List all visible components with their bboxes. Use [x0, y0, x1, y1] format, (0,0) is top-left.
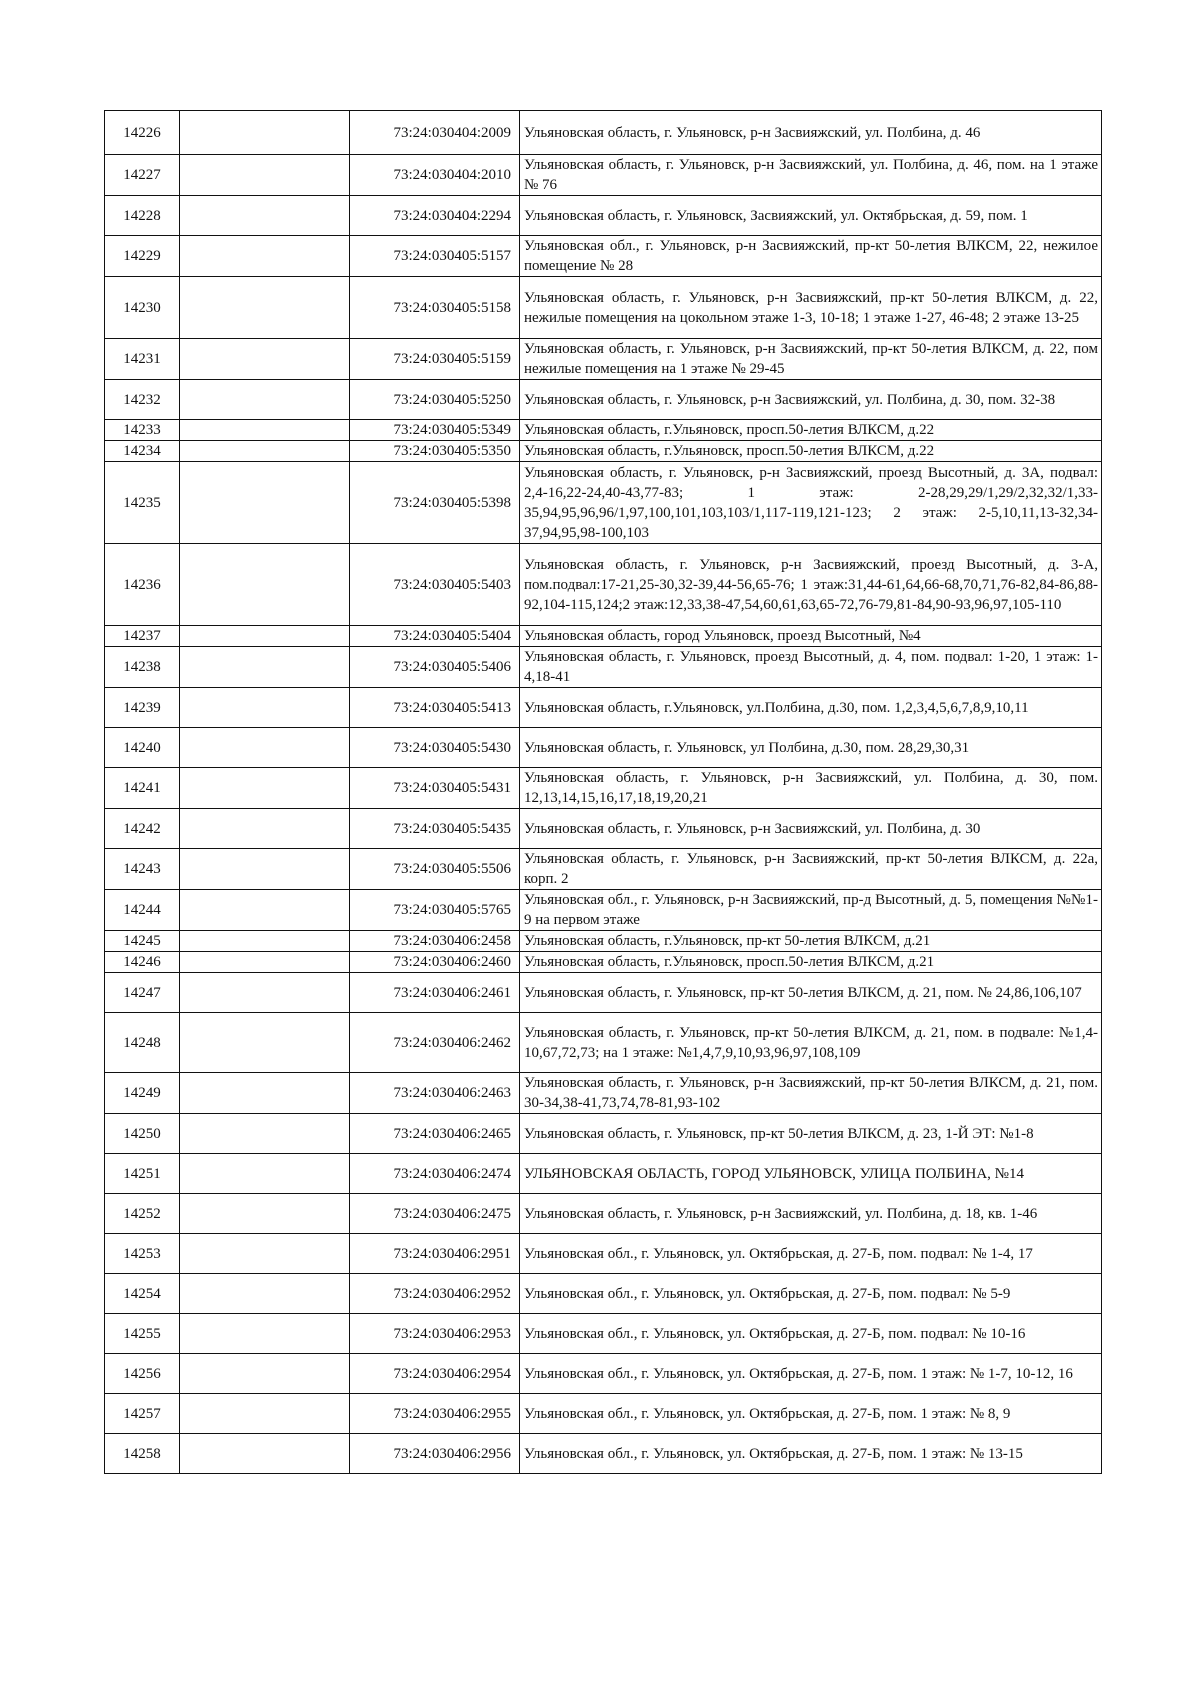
cadastral-number-cell: 73:24:030406:2953 — [350, 1314, 520, 1354]
address-cell: Ульяновская область, г. Ульяновск, р-н Засвияжский, ул. Полбина, д. 18, кв. 1-46 — [520, 1194, 1102, 1234]
empty-cell — [180, 441, 350, 462]
cadastral-number-cell: 73:24:030406:2463 — [350, 1073, 520, 1114]
address-cell: Ульяновская область, г. Ульяновск, ул Полбина, д.30, пом. 28,29,30,31 — [520, 728, 1102, 768]
empty-cell — [180, 111, 350, 155]
empty-cell — [180, 462, 350, 544]
address-cell: УЛЬЯНОВСКАЯ ОБЛАСТЬ, ГОРОД УЛЬЯНОВСК, УЛИЦА ПОЛБИНА, №14 — [520, 1154, 1102, 1194]
address-cell: Ульяновская область, г. Ульяновск, р-н Засвияжский, ул. Полбина, д. 30, пом. 12,13,14,15,16,17,18,19,20,21 — [520, 768, 1102, 809]
cadastral-number-cell: 73:24:030405:5404 — [350, 626, 520, 647]
row-number-cell: 14250 — [105, 1114, 180, 1154]
cadastral-number-cell: 73:24:030405:5398 — [350, 462, 520, 544]
address-cell: Ульяновская обл., г. Ульяновск, ул. Октябрьская, д. 27-Б, пом. 1 этаж: № 1-7, 10-12, 16 — [520, 1354, 1102, 1394]
row-number-cell: 14255 — [105, 1314, 180, 1354]
address-cell: Ульяновская область, г.Ульяновск, просп.50-летия ВЛКСМ, д.22 — [520, 420, 1102, 441]
cadastral-number-cell: 73:24:030406:2954 — [350, 1354, 520, 1394]
table-row — [105, 462, 1102, 544]
cadastral-number-cell: 73:24:030404:2010 — [350, 155, 520, 196]
address-cell: Ульяновская область, г. Ульяновск, р-н Засвияжский, пр-кт 50-летия ВЛКСМ, д. 22, пом нежилые помещения на 1 этаже № 29-45 — [520, 339, 1102, 380]
cadastral-number-cell: 73:24:030405:5413 — [350, 688, 520, 728]
cadastral-number-cell: 73:24:030405:5350 — [350, 441, 520, 462]
table-row — [105, 1434, 1102, 1474]
row-number-cell: 14254 — [105, 1274, 180, 1314]
address-cell: Ульяновская область, г. Ульяновск, проезд Высотный, д. 4, пом. подвал: 1-20, 1 этаж: 1-4,18-41 — [520, 647, 1102, 688]
empty-cell — [180, 339, 350, 380]
address-cell: Ульяновская область, г. Ульяновск, р-н Засвияжский, ул. Полбина, д. 30, пом. 32-38 — [520, 380, 1102, 420]
cadastral-number-cell: 73:24:030405:5158 — [350, 277, 520, 339]
cadastral-number-cell: 73:24:030405:5506 — [350, 849, 520, 890]
cadastral-number-cell: 73:24:030406:2458 — [350, 931, 520, 952]
row-number-cell: 14253 — [105, 1234, 180, 1274]
table-row — [105, 277, 1102, 339]
address-cell: Ульяновская область, г. Ульяновск, пр-кт 50-летия ВЛКСМ, д. 23, 1-Й ЭТ: №1-8 — [520, 1114, 1102, 1154]
table-row — [105, 1314, 1102, 1354]
row-number-cell: 14226 — [105, 111, 180, 155]
table-row — [105, 890, 1102, 931]
empty-cell — [180, 1354, 350, 1394]
row-number-cell: 14231 — [105, 339, 180, 380]
empty-cell — [180, 1073, 350, 1114]
address-cell: Ульяновская область, г. Ульяновск, р-н Засвияжский, пр-кт 50-летия ВЛКСМ, д. 22, нежилые помещения на цокольном этаже 1-3, 10-18; 1 этаже 1-27, 46-48; 2 этаже 13-25 — [520, 277, 1102, 339]
address-cell: Ульяновская область, г. Ульяновск, р-н Засвияжский, ул. Полбина, д. 30 — [520, 809, 1102, 849]
address-cell: Ульяновская обл., г. Ульяновск, ул. Октябрьская, д. 27-Б, пом. подвал: № 1-4, 17 — [520, 1234, 1102, 1274]
cadastral-number-cell: 73:24:030405:5250 — [350, 380, 520, 420]
address-cell: Ульяновская область, г. Ульяновск, р-н Засвияжский, ул. Полбина, д. 46, пом. на 1 этаже № 76 — [520, 155, 1102, 196]
cadastral-number-cell: 73:24:030406:2474 — [350, 1154, 520, 1194]
table-row — [105, 441, 1102, 462]
address-cell: Ульяновская обл., г. Ульяновск, ул. Октябрьская, д. 27-Б, пом. 1 этаж: № 8, 9 — [520, 1394, 1102, 1434]
empty-cell — [180, 1114, 350, 1154]
table-row — [105, 809, 1102, 849]
row-number-cell: 14233 — [105, 420, 180, 441]
empty-cell — [180, 155, 350, 196]
table-row — [105, 420, 1102, 441]
registry-table-body — [105, 111, 1102, 1474]
address-cell: Ульяновская область, г. Ульяновск, р-н Засвияжский, пр-кт 50-летия ВЛКСМ, д. 22а, корп. 2 — [520, 849, 1102, 890]
row-number-cell: 14249 — [105, 1073, 180, 1114]
row-number-cell: 14256 — [105, 1354, 180, 1394]
table-row — [105, 728, 1102, 768]
empty-cell — [180, 1434, 350, 1474]
row-number-cell: 14252 — [105, 1194, 180, 1234]
cadastral-number-cell: 73:24:030406:2462 — [350, 1013, 520, 1073]
empty-cell — [180, 1154, 350, 1194]
row-number-cell: 14246 — [105, 952, 180, 973]
cadastral-number-cell: 73:24:030405:5159 — [350, 339, 520, 380]
empty-cell — [180, 952, 350, 973]
cadastral-number-cell: 73:24:030406:2475 — [350, 1194, 520, 1234]
table-row — [105, 973, 1102, 1013]
table-row — [105, 1354, 1102, 1394]
row-number-cell: 14258 — [105, 1434, 180, 1474]
address-cell: Ульяновская обл., г. Ульяновск, р-н Засвияжский, пр-д Высотный, д. 5, помещения №№1-9 на первом этаже — [520, 890, 1102, 931]
cadastral-number-cell: 73:24:030405:5349 — [350, 420, 520, 441]
address-cell: Ульяновская область, г.Ульяновск, ул.Полбина, д.30, пом. 1,2,3,4,5,6,7,8,9,10,11 — [520, 688, 1102, 728]
address-cell: Ульяновская область, г. Ульяновск, р-н Засвияжский, проезд Высотный, д. 3-А, пом.подвал:17-21,25-30,32-39,44-56,65-76; 1 этаж:31,44-61,64,66-68,70,71,76-82,84-86,88-92,104-115,124;2 этаж:12,33,38-47,54,60,61,63,65-72,76-79,81-84,90-93,96,97,105-110 — [520, 544, 1102, 626]
empty-cell — [180, 688, 350, 728]
cadastral-number-cell: 73:24:030406:2956 — [350, 1434, 520, 1474]
cadastral-number-cell: 73:24:030405:5406 — [350, 647, 520, 688]
row-number-cell: 14251 — [105, 1154, 180, 1194]
row-number-cell: 14238 — [105, 647, 180, 688]
address-cell: Ульяновская обл., г. Ульяновск, ул. Октябрьская, д. 27-Б, пом. подвал: № 5-9 — [520, 1274, 1102, 1314]
table-row — [105, 1114, 1102, 1154]
cadastral-number-cell: 73:24:030405:5430 — [350, 728, 520, 768]
table-row — [105, 1194, 1102, 1234]
address-cell: Ульяновская область, г.Ульяновск, просп.50-летия ВЛКСМ, д.21 — [520, 952, 1102, 973]
empty-cell — [180, 1013, 350, 1073]
cadastral-number-cell: 73:24:030404:2009 — [350, 111, 520, 155]
table-row — [105, 626, 1102, 647]
address-cell: Ульяновская обл., г. Ульяновск, ул. Октябрьская, д. 27-Б, пом. подвал: № 10-16 — [520, 1314, 1102, 1354]
row-number-cell: 14244 — [105, 890, 180, 931]
row-number-cell: 14242 — [105, 809, 180, 849]
cadastral-number-cell: 73:24:030406:2465 — [350, 1114, 520, 1154]
row-number-cell: 14230 — [105, 277, 180, 339]
table-row — [105, 1394, 1102, 1434]
address-cell: Ульяновская область, г. Ульяновск, пр-кт 50-летия ВЛКСМ, д. 21, пом. № 24,86,106,107 — [520, 973, 1102, 1013]
row-number-cell: 14245 — [105, 931, 180, 952]
row-number-cell: 14235 — [105, 462, 180, 544]
empty-cell — [180, 931, 350, 952]
table-row — [105, 236, 1102, 277]
row-number-cell: 14248 — [105, 1013, 180, 1073]
row-number-cell: 14234 — [105, 441, 180, 462]
empty-cell — [180, 196, 350, 236]
table-row — [105, 931, 1102, 952]
row-number-cell: 14229 — [105, 236, 180, 277]
address-cell: Ульяновская обл., г. Ульяновск, р-н Засвияжский, пр-кт 50-летия ВЛКСМ, 22, нежилое помещение № 28 — [520, 236, 1102, 277]
table-row — [105, 339, 1102, 380]
table-row — [105, 768, 1102, 809]
address-cell: Ульяновская область, г. Ульяновск, пр-кт 50-летия ВЛКСМ, д. 21, пом. в подвале: №1,4-10,67,72,73; на 1 этаже: №1,4,7,9,10,93,96,97,108,109 — [520, 1013, 1102, 1073]
address-cell: Ульяновская область, г. Ульяновск, р-н Засвияжский, проезд Высотный, д. 3А, подвал: 2,4-16,22-24,40-43,77-83; 1 этаж: 2-28,29,29/1,29/2,32,32/1,33-35,94,95,96,96/1,97,100,101,103,103/1,117-119,121-123; 2 этаж: 2-5,10,11,13-32,34-37,94,95,98-100,103 — [520, 462, 1102, 544]
table-row — [105, 155, 1102, 196]
table-row — [105, 1073, 1102, 1114]
table-row — [105, 647, 1102, 688]
table-row — [105, 849, 1102, 890]
address-cell: Ульяновская область, г. Ульяновск, р-н Засвияжский, ул. Полбина, д. 46 — [520, 111, 1102, 155]
row-number-cell: 14239 — [105, 688, 180, 728]
address-cell: Ульяновская область, г.Ульяновск, пр-кт 50-летия ВЛКСМ, д.21 — [520, 931, 1102, 952]
empty-cell — [180, 1274, 350, 1314]
empty-cell — [180, 973, 350, 1013]
row-number-cell: 14232 — [105, 380, 180, 420]
empty-cell — [180, 890, 350, 931]
cadastral-number-cell: 73:24:030405:5403 — [350, 544, 520, 626]
cadastral-number-cell: 73:24:030406:2951 — [350, 1234, 520, 1274]
table-row — [105, 380, 1102, 420]
empty-cell — [180, 1234, 350, 1274]
empty-cell — [180, 647, 350, 688]
empty-cell — [180, 728, 350, 768]
row-number-cell: 14227 — [105, 155, 180, 196]
cadastral-number-cell: 73:24:030406:2460 — [350, 952, 520, 973]
address-cell: Ульяновская обл., г. Ульяновск, ул. Октябрьская, д. 27-Б, пом. 1 этаж: № 13-15 — [520, 1434, 1102, 1474]
address-cell: Ульяновская область, г. Ульяновск, р-н Засвияжский, пр-кт 50-летия ВЛКСМ, д. 21, пом. 30-34,38-41,73,74,78-81,93-102 — [520, 1073, 1102, 1114]
document-page — [104, 110, 1102, 1474]
table-row — [105, 1234, 1102, 1274]
address-cell: Ульяновская область, г.Ульяновск, просп.50-летия ВЛКСМ, д.22 — [520, 441, 1102, 462]
row-number-cell: 14237 — [105, 626, 180, 647]
empty-cell — [180, 849, 350, 890]
table-row — [105, 111, 1102, 155]
cadastral-number-cell: 73:24:030405:5157 — [350, 236, 520, 277]
row-number-cell: 14257 — [105, 1394, 180, 1434]
row-number-cell: 14236 — [105, 544, 180, 626]
cadastral-number-cell: 73:24:030406:2955 — [350, 1394, 520, 1434]
table-row — [105, 1013, 1102, 1073]
row-number-cell: 14241 — [105, 768, 180, 809]
empty-cell — [180, 277, 350, 339]
empty-cell — [180, 420, 350, 441]
table-row — [105, 1274, 1102, 1314]
table-row — [105, 1154, 1102, 1194]
registry-table — [104, 110, 1102, 1474]
empty-cell — [180, 626, 350, 647]
empty-cell — [180, 236, 350, 277]
table-row — [105, 952, 1102, 973]
row-number-cell: 14228 — [105, 196, 180, 236]
table-row — [105, 196, 1102, 236]
cadastral-number-cell: 73:24:030406:2461 — [350, 973, 520, 1013]
cadastral-number-cell: 73:24:030405:5435 — [350, 809, 520, 849]
cadastral-number-cell: 73:24:030405:5431 — [350, 768, 520, 809]
empty-cell — [180, 1314, 350, 1354]
row-number-cell: 14243 — [105, 849, 180, 890]
empty-cell — [180, 380, 350, 420]
empty-cell — [180, 544, 350, 626]
empty-cell — [180, 809, 350, 849]
cadastral-number-cell: 73:24:030404:2294 — [350, 196, 520, 236]
cadastral-number-cell: 73:24:030406:2952 — [350, 1274, 520, 1314]
table-row — [105, 688, 1102, 728]
row-number-cell: 14240 — [105, 728, 180, 768]
empty-cell — [180, 1394, 350, 1434]
empty-cell — [180, 768, 350, 809]
table-row — [105, 544, 1102, 626]
empty-cell — [180, 1194, 350, 1234]
cadastral-number-cell: 73:24:030405:5765 — [350, 890, 520, 931]
row-number-cell: 14247 — [105, 973, 180, 1013]
address-cell: Ульяновская область, город Ульяновск, проезд Высотный, №4 — [520, 626, 1102, 647]
address-cell: Ульяновская область, г. Ульяновск, Засвияжский, ул. Октябрьская, д. 59, пом. 1 — [520, 196, 1102, 236]
